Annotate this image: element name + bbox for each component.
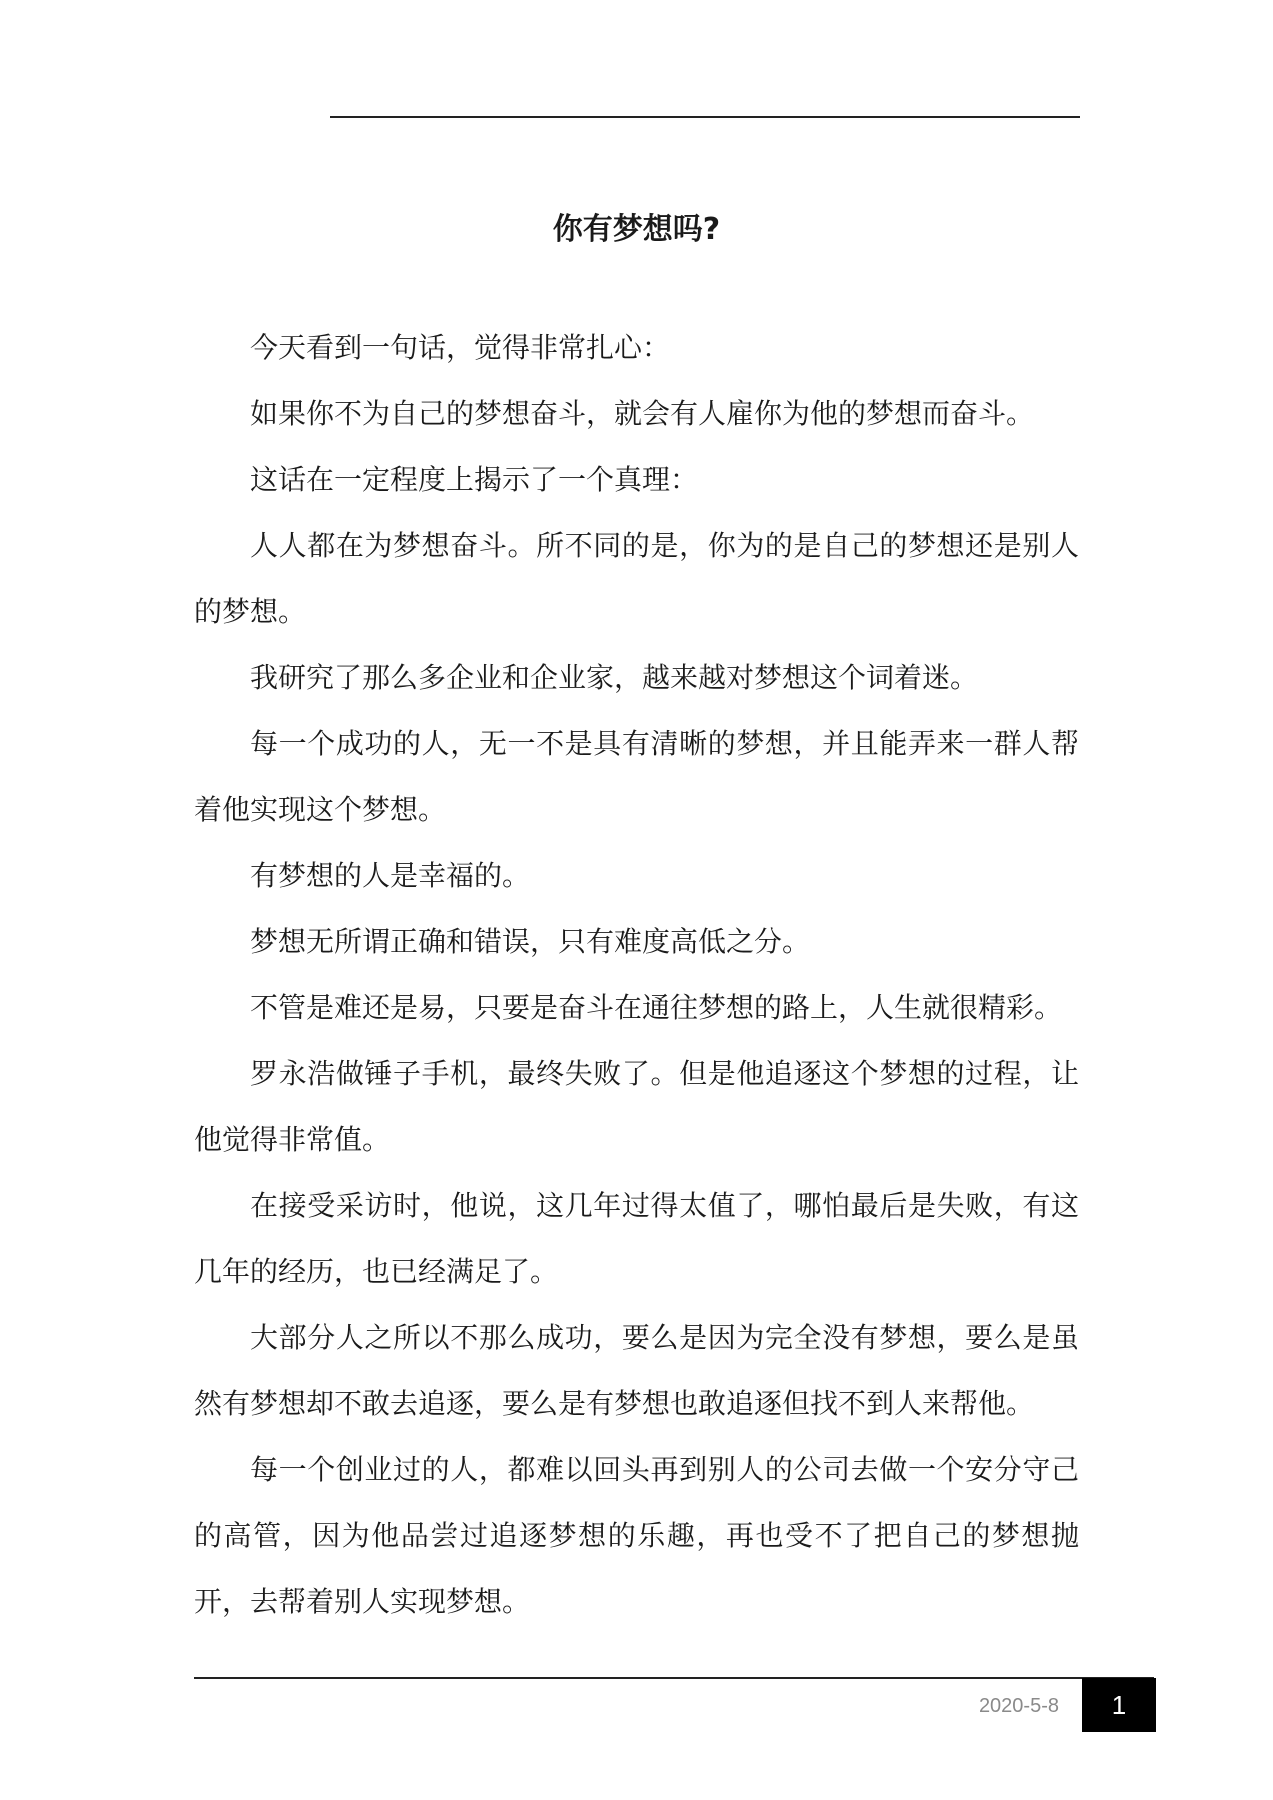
page-number: 1 bbox=[1082, 1678, 1156, 1732]
paragraph: 今天看到一句话，觉得非常扎心： bbox=[250, 331, 671, 364]
paragraph: 每一个创业过的人，都难以回头再到别人的公司去做一个安分守己的高管，因为他品尝过追逐梦想的乐趣，再也受不了把自己的梦想抛开，去帮着别人实现梦想。 bbox=[194, 1453, 1079, 1618]
paragraph: 人人都在为梦想奋斗。所不同的是，你为的是自己的梦想还是别人的梦想。 bbox=[194, 529, 1079, 628]
document-body bbox=[194, 315, 1079, 1635]
document-title: 你有梦想吗? bbox=[552, 212, 721, 247]
footer-date: 2020-5-8 bbox=[978, 1695, 1059, 1717]
paragraph: 不管是难还是易，只要是奋斗在通往梦想的路上，人生就很精彩。 bbox=[250, 991, 1063, 1024]
paragraph: 如果你不为自己的梦想奋斗，就会有人雇你为他的梦想而奋斗。 bbox=[250, 397, 1035, 430]
footer-rule bbox=[194, 1677, 1154, 1679]
header-rule bbox=[330, 116, 1080, 118]
paragraph: 每一个成功的人，无一不是具有清晰的梦想，并且能弄来一群人帮着他实现这个梦想。 bbox=[194, 727, 1079, 826]
paragraph: 梦想无所谓正确和错误，只有难度高低之分。 bbox=[250, 925, 811, 958]
paragraph: 有梦想的人是幸福的。 bbox=[250, 859, 531, 892]
paragraph: 在接受采访时，他说，这几年过得太值了，哪怕最后是失败，有这几年的经历，也已经满足了。 bbox=[194, 1189, 1079, 1288]
paragraph: 大部分人之所以不那么成功，要么是因为完全没有梦想，要么是虽然有梦想却不敢去追逐，要么是有梦想也敢追逐但找不到人来帮他。 bbox=[194, 1321, 1079, 1420]
paragraph: 这话在一定程度上揭示了一个真理： bbox=[250, 463, 699, 496]
paragraph: 我研究了那么多企业和企业家，越来越对梦想这个词着迷。 bbox=[250, 661, 979, 694]
paragraph: 罗永浩做锤子手机，最终失败了。但是他追逐这个梦想的过程，让他觉得非常值。 bbox=[194, 1057, 1079, 1156]
